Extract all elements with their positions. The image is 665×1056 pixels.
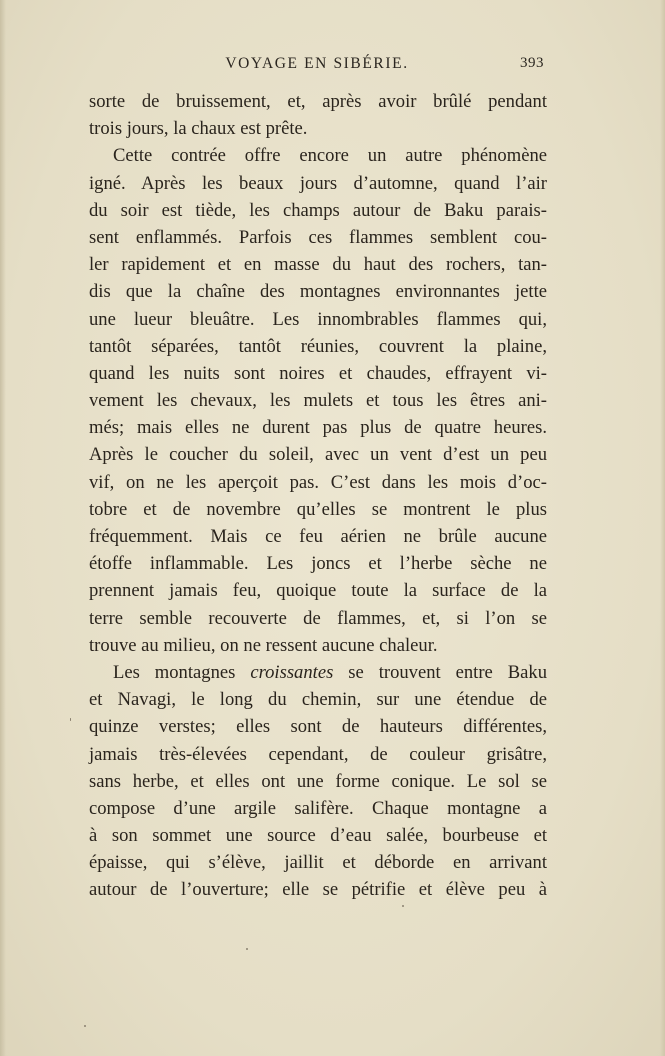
text-run: se trouvent entre Baku xyxy=(333,661,547,683)
text-line: et Navagi, le long du chemin, sur une étendue de xyxy=(89,689,547,711)
text-line: igné. Après les beaux jours d’automne, quand l’air xyxy=(89,172,547,194)
text-line: vement les chevaux, les mulets et tous les êtres ani- xyxy=(89,390,547,412)
text-line: autour de l’ouverture; elle se pétrifie et élève peu à xyxy=(89,879,547,901)
text-line: més; mais elles ne durent pas plus de quatre heures. xyxy=(89,417,547,439)
body-text xyxy=(89,88,547,904)
text-line: quand les nuits sont noires et chaudes, effrayent vi- xyxy=(89,362,547,384)
text-line: épaisse, qui s’élève, jaillit et déborde en arrivant xyxy=(89,852,547,874)
text-line: ler rapidement et en masse du haut des rochers, tan- xyxy=(89,254,547,276)
text-line: Après le coucher du soleil, avec un vent d’est un peu xyxy=(89,444,547,466)
page-header xyxy=(88,55,546,81)
text-line: à son sommet une source d’eau salée, bourbeuse et xyxy=(89,825,547,847)
text-line: sans herbe, et elles ont une forme conique. Le sol se xyxy=(89,770,547,792)
text-line: trouve au milieu, on ne ressent aucune chaleur. xyxy=(89,634,438,656)
paper-speck xyxy=(70,718,71,721)
text-line: du soir est tiède, les champs autour de Baku parais- xyxy=(89,199,547,221)
text-line: étoffe inflammable. Les joncs et l’herbe sèche ne xyxy=(89,553,547,575)
text-line: jamais très-élevées cependant, de couleur grisâtre, xyxy=(89,743,547,765)
text-run: Les montagnes xyxy=(113,661,251,683)
text-line: quinze verstes; elles sont de hauteurs différentes, xyxy=(89,716,547,738)
text-line: tobre et de novembre qu’elles se montrent le plus xyxy=(89,498,547,520)
text-line: tantôt séparées, tantôt réunies, couvrent la plaine, xyxy=(89,335,547,357)
running-title: VOYAGE EN SIBÉRIE. xyxy=(225,55,409,72)
text-line: terre semble recouverte de flammes, et, si l’on se xyxy=(89,607,547,629)
text-line: une lueur bleuâtre. Les innombrables flammes qui, xyxy=(89,308,547,330)
page-edge-shadow-right xyxy=(660,0,665,1056)
text-line: sent enflammés. Parfois ces flammes semblent cou- xyxy=(89,226,547,248)
text-line: sorte de bruissement, et, après avoir brûlé pendant xyxy=(89,91,547,112)
text-line: prennent jamais feu, quoique toute la surface de la xyxy=(89,580,547,602)
italic-term: croissantes xyxy=(250,661,334,683)
text-line-with-italic xyxy=(89,659,547,686)
text-line: dis que la chaîne des montagnes environnantes jette xyxy=(89,281,547,303)
text-line: Cette contrée offre encore un autre phénomène xyxy=(113,145,547,167)
text-line: trois jours, la chaux est prête. xyxy=(89,118,308,140)
page-number: 393 xyxy=(520,55,544,71)
page-edge-shadow-left xyxy=(0,0,6,1056)
text-line: fréquemment. Mais ce feu aérien ne brûle aucune xyxy=(89,526,547,547)
text-line: compose d’une argile salifère. Chaque montagne a xyxy=(89,797,547,819)
paper-speck xyxy=(402,905,404,907)
paper-speck xyxy=(246,948,248,950)
text-line: vif, on ne les aperçoit pas. C’est dans les mois d’oc- xyxy=(89,471,547,493)
paper-speck xyxy=(84,1025,86,1027)
